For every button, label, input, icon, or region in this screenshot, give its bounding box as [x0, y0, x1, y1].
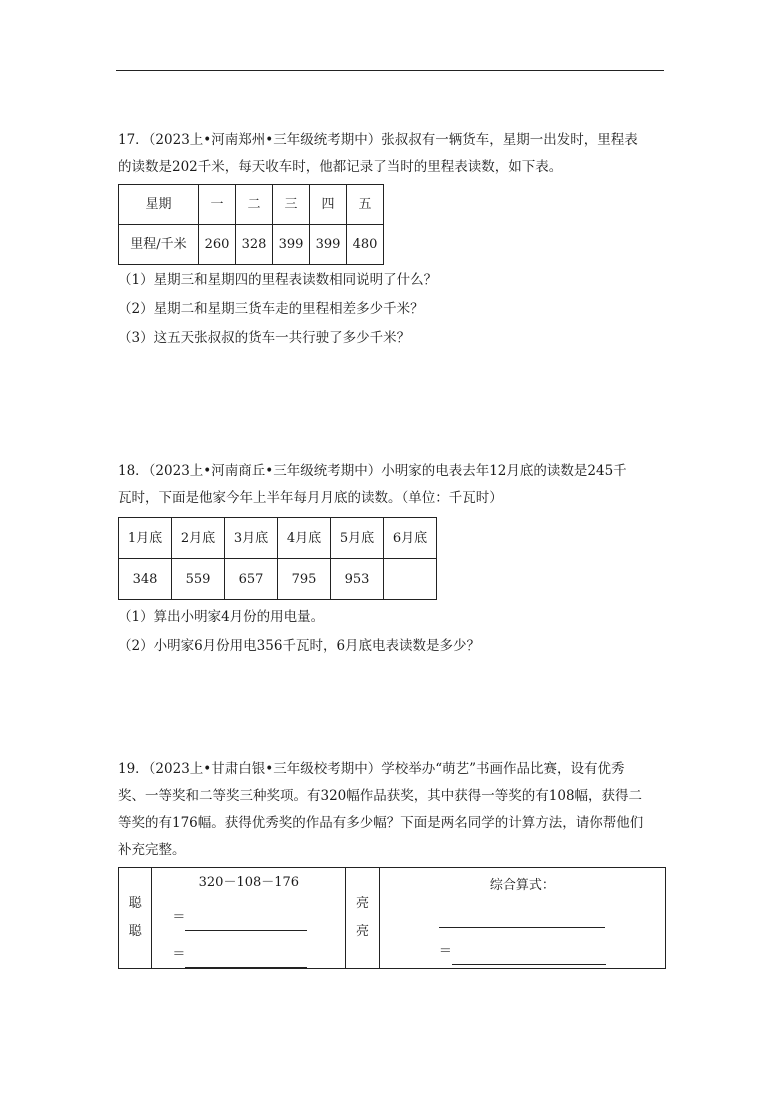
table-row — [119, 518, 437, 559]
sub-question: （1）算出小明家4月份的用电量。 — [118, 609, 325, 625]
question-17-line-1: 17．（2023上•河南郑州•三年级统考期中）张叔叔有一辆货车，星期一出发时，里程表 — [118, 132, 638, 148]
combined-formula-label: 综合算式： — [489, 877, 555, 893]
equals-sign: ＝ — [438, 943, 452, 959]
answer-blank[interactable] — [439, 913, 605, 928]
question-18-line-1: 18．（2023上•河南商丘•三年级统考期中）小明家的电表去年12月底的读数是245千 — [118, 463, 627, 479]
equals-sign: ＝ — [172, 946, 186, 962]
student-name-char: 聪 — [128, 896, 142, 911]
table-header-cell: 四 — [310, 185, 347, 225]
table-cell: 953 — [331, 559, 384, 600]
table-cell: 348 — [119, 559, 172, 600]
table-row — [119, 185, 384, 225]
calculation-table — [118, 867, 666, 969]
sub-question: （1）星期三和星期四的里程表读数相同说明了什么？ — [118, 272, 438, 288]
student-name-char: 亮 — [355, 924, 369, 939]
student-name-cell — [119, 868, 152, 969]
header-rule — [116, 70, 664, 71]
table-header-cell: 星期 — [119, 185, 199, 225]
table-row — [119, 868, 666, 969]
table-row — [119, 559, 437, 600]
sub-question: （2）星期二和星期三货车走的里程相差多少千米？ — [118, 301, 424, 317]
equals-sign: ＝ — [172, 909, 186, 925]
table-cell: 399 — [273, 225, 310, 265]
sub-question: （2）小明家6月份用电356千瓦时，6月底电表读数是多少？ — [118, 638, 481, 654]
meter-reading-table — [118, 517, 437, 600]
table-header-cell: 五 — [347, 185, 384, 225]
table-cell-blank[interactable] — [384, 559, 437, 600]
question-19-line-2: 奖、一等奖和二等奖三种奖项。有320幅作品获奖，其中获得一等奖的有108幅，获得二 — [118, 788, 643, 804]
table-header-cell: 5月底 — [331, 518, 384, 559]
table-header-cell: 2月底 — [172, 518, 225, 559]
table-header-cell: 1月底 — [119, 518, 172, 559]
table-row — [119, 225, 384, 265]
table-header-cell: 一 — [199, 185, 236, 225]
step-calculation-cell — [152, 868, 346, 969]
question-19-line-4: 补充完整。 — [118, 842, 186, 858]
table-cell: 795 — [278, 559, 331, 600]
answer-blank[interactable] — [185, 953, 307, 968]
table-cell: 657 — [225, 559, 278, 600]
odometer-table — [118, 184, 384, 265]
student-name-char: 聪 — [128, 924, 142, 939]
student-name-char: 亮 — [355, 896, 369, 911]
table-row-label: 里程/千米 — [119, 225, 199, 265]
combined-formula-cell — [379, 868, 665, 969]
table-cell: 260 — [199, 225, 236, 265]
table-header-cell: 3月底 — [225, 518, 278, 559]
table-header-cell: 三 — [273, 185, 310, 225]
table-cell: 399 — [310, 225, 347, 265]
table-header-cell: 4月底 — [278, 518, 331, 559]
table-cell: 480 — [347, 225, 384, 265]
table-cell: 328 — [236, 225, 273, 265]
question-19 — [118, 756, 666, 969]
answer-blank[interactable] — [452, 950, 606, 965]
table-header-cell: 二 — [236, 185, 273, 225]
question-17 — [118, 127, 666, 353]
question-19-line-3: 等奖的有176幅。获得优秀奖的作品有多少幅？下面是两名同学的计算方法，请你帮他们 — [118, 815, 644, 831]
formula-text: 320－108－176 — [198, 874, 300, 890]
question-18 — [118, 458, 666, 661]
table-header-cell: 6月底 — [384, 518, 437, 559]
table-cell: 559 — [172, 559, 225, 600]
answer-blank[interactable] — [185, 916, 307, 931]
question-18-line-2: 瓦时，下面是他家今年上半年每月月底的读数。（单位：千瓦时） — [118, 490, 503, 506]
question-17-line-2: 的读数是202千米，每天收车时，他都记录了当时的里程表读数，如下表。 — [118, 159, 563, 175]
question-19-line-1: 19．（2023上•甘肃白银•三年级校考期中）学校举办“萌艺”书画作品比赛，设有优秀 — [118, 761, 625, 777]
student-name-cell — [346, 868, 379, 969]
sub-question: （3）这五天张叔叔的货车一共行驶了多少千米？ — [118, 330, 411, 346]
